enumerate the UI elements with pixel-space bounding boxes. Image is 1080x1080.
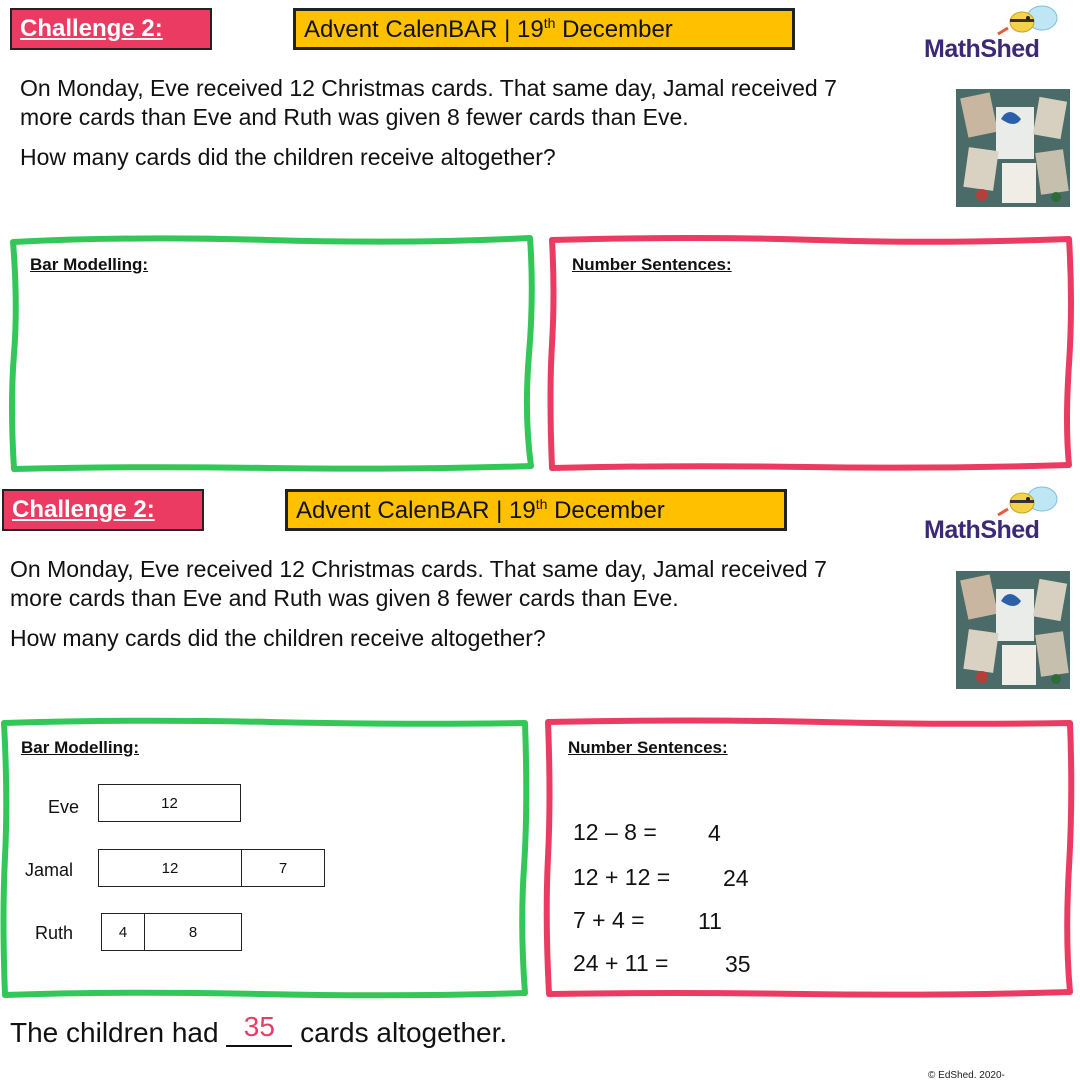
sentence-4-expr: 24 + 11 = [573,950,669,976]
title-tail: December [555,16,673,43]
question-ask: How many cards did the children receive altogether? [20,144,556,170]
answer-value: 35 [243,1011,275,1042]
challenge-label: Challenge 2: [10,8,212,50]
bar-jamal-cell-2: 7 [241,849,325,887]
number-sentences-box[interactable] [543,717,1075,999]
question-text [10,555,890,613]
question-line-2: more cards than Eve and Ruth was given 8 fewer cards than Eve. [20,104,689,130]
bar-jamal-cell-1: 12 [98,849,242,887]
question-line-1: On Monday, Eve received 12 Christmas cards. That same day, Jamal received 7 [10,556,827,582]
question-text [20,74,900,132]
number-sentences-heading: Number Sentences: [572,255,732,274]
sentence-2-answer: 24 [723,865,749,891]
question-line-2: more cards than Eve and Ruth was given 8 fewer cards than Eve. [10,585,679,611]
sentence-3-expr: 7 + 4 = [573,907,645,933]
bar-label-ruth: Ruth [35,923,74,943]
bar-modelling-box[interactable] [0,717,530,999]
copyright-text: © EdShed. 2020- [928,1070,1005,1080]
conclusion-sentence [10,1011,508,1049]
christmas-cards-photo [956,89,1070,207]
title-main: Advent CalenBAR | 19 [304,16,544,43]
sentence-2-expr: 12 + 12 = [573,864,671,890]
answer-blank[interactable] [226,1011,292,1047]
title-banner [285,489,787,531]
mathshed-logo [924,4,1074,64]
conclusion-after: cards altogether. [292,1017,508,1048]
challenge-slide-answer [0,481,1080,1080]
bar-modelling-heading: Bar Modelling: [30,255,149,274]
bar-eve-cell: 12 [98,784,241,822]
logo-text: MathShed [924,516,1040,544]
challenge-label: Challenge 2: [2,489,204,531]
mathshed-logo [924,485,1074,545]
title-sup: th [535,496,548,512]
bar-modelling-heading: Bar Modelling: [21,738,140,757]
sentence-1-answer: 4 [708,820,721,846]
number-sentences-heading: Number Sentences: [568,738,728,757]
bar-ruth-cell-1: 4 [101,913,145,951]
bar-label-jamal: Jamal [25,860,74,880]
bar-ruth-cell-2: 8 [144,913,242,951]
question-ask: How many cards did the children receive altogether? [10,625,546,651]
title-tail: December [547,497,665,524]
christmas-cards-image [956,571,1070,689]
title-main: Advent CalenBAR | 19 [296,497,536,524]
conclusion-before: The children had [10,1017,227,1048]
title-sup: th [543,15,556,31]
christmas-cards-photo [956,571,1070,689]
sentence-4-answer: 35 [725,951,751,977]
challenge-slide-question [0,0,1080,480]
christmas-cards-image [956,89,1070,207]
title-banner [293,8,795,50]
bar-label-eve: Eve [48,797,80,817]
question-line-1: On Monday, Eve received 12 Christmas cards. That same day, Jamal received 7 [20,75,837,101]
number-sentences-box[interactable] [547,234,1075,474]
logo-text: MathShed [924,35,1040,63]
bar-modelling-box[interactable] [8,234,536,474]
sentence-1-expr: 12 – 8 = [573,819,657,845]
sentence-3-answer: 11 [698,908,722,934]
